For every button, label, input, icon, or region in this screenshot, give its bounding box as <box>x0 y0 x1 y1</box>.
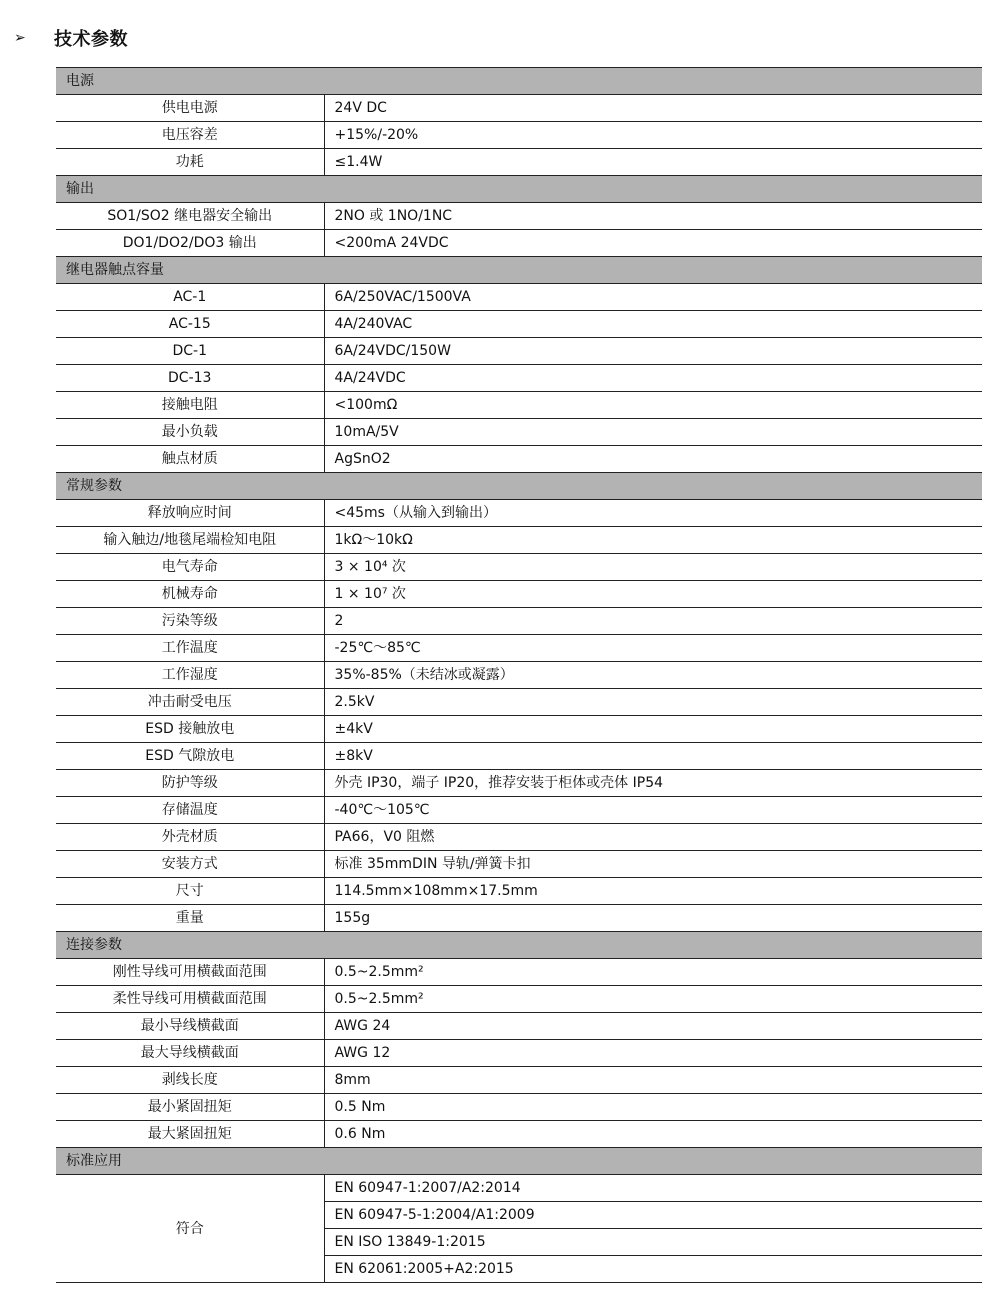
spec-value: ±4kV <box>324 716 982 743</box>
section-title: 继电器触点容量 <box>56 257 982 284</box>
spec-table-body <box>56 68 982 1283</box>
spec-value: 0.6 Nm <box>324 1121 982 1148</box>
spec-row <box>56 905 982 932</box>
spec-label: ESD 气隙放电 <box>56 743 324 770</box>
spec-row <box>56 149 982 176</box>
spec-label: AC-1 <box>56 284 324 311</box>
spec-label: 尺寸 <box>56 878 324 905</box>
spec-row <box>56 365 982 392</box>
section-header-row <box>56 176 982 203</box>
spec-value: 10mA/5V <box>324 419 982 446</box>
section-title: 标准应用 <box>56 1148 982 1175</box>
spec-value: 6A/250VAC/1500VA <box>324 284 982 311</box>
spec-label: 最大紧固扭矩 <box>56 1121 324 1148</box>
spec-value: 2 <box>324 608 982 635</box>
spec-label: 刚性导线可用横截面范围 <box>56 959 324 986</box>
spec-row <box>56 554 982 581</box>
spec-row <box>56 797 982 824</box>
spec-value: -40℃～105℃ <box>324 797 982 824</box>
standard-value: EN 62061:2005+A2:2015 <box>324 1256 982 1283</box>
spec-row <box>56 1013 982 1040</box>
spec-table <box>56 67 982 1283</box>
spec-row <box>56 743 982 770</box>
section-title: 连接参数 <box>56 932 982 959</box>
spec-row <box>56 419 982 446</box>
spec-value: 3 × 10⁴ 次 <box>324 554 982 581</box>
section-title: 常规参数 <box>56 473 982 500</box>
spec-label: 电气寿命 <box>56 554 324 581</box>
spec-value: ±8kV <box>324 743 982 770</box>
spec-row <box>56 203 982 230</box>
spec-row <box>56 446 982 473</box>
section-header-row <box>56 257 982 284</box>
spec-value: 2NO 或 1NO/1NC <box>324 203 982 230</box>
spec-value: 4A/240VAC <box>324 311 982 338</box>
spec-label: 机械寿命 <box>56 581 324 608</box>
spec-label: 工作温度 <box>56 635 324 662</box>
spec-value: -25℃～85℃ <box>324 635 982 662</box>
spec-value: AWG 24 <box>324 1013 982 1040</box>
spec-row <box>56 608 982 635</box>
spec-label: DC-1 <box>56 338 324 365</box>
spec-value: 0.5~2.5mm² <box>324 959 982 986</box>
standards-label: 符合 <box>56 1175 324 1283</box>
spec-row <box>56 230 982 257</box>
spec-label: 触点材质 <box>56 446 324 473</box>
spec-value: AgSnO2 <box>324 446 982 473</box>
spec-row <box>56 635 982 662</box>
spec-label: 工作湿度 <box>56 662 324 689</box>
spec-row <box>56 338 982 365</box>
spec-label: 最大导线横截面 <box>56 1040 324 1067</box>
spec-label: 电压容差 <box>56 122 324 149</box>
spec-value: 0.5 Nm <box>324 1094 982 1121</box>
spec-value: 标准 35mmDIN 导轨/弹簧卡扣 <box>324 851 982 878</box>
spec-row <box>56 824 982 851</box>
spec-label: 柔性导线可用横截面范围 <box>56 986 324 1013</box>
section-header-row <box>56 932 982 959</box>
spec-label: SO1/SO2 继电器安全输出 <box>56 203 324 230</box>
spec-value: <100mΩ <box>324 392 982 419</box>
spec-row <box>56 1121 982 1148</box>
spec-value: 外壳 IP30，端子 IP20，推荐安装于柜体或壳体 IP54 <box>324 770 982 797</box>
standard-row <box>56 1175 982 1202</box>
spec-label: 防护等级 <box>56 770 324 797</box>
spec-row <box>56 716 982 743</box>
spec-row <box>56 581 982 608</box>
spec-row <box>56 392 982 419</box>
spec-value: 35%-85%（未结冰或凝露） <box>324 662 982 689</box>
spec-row <box>56 1040 982 1067</box>
spec-value: AWG 12 <box>324 1040 982 1067</box>
spec-value: 114.5mm×108mm×17.5mm <box>324 878 982 905</box>
spec-value: <200mA 24VDC <box>324 230 982 257</box>
section-header-row <box>56 68 982 95</box>
spec-label: 剥线长度 <box>56 1067 324 1094</box>
spec-value: 6A/24VDC/150W <box>324 338 982 365</box>
spec-value: PA66，V0 阻燃 <box>324 824 982 851</box>
section-header-row <box>56 1148 982 1175</box>
spec-value: 8mm <box>324 1067 982 1094</box>
spec-row <box>56 689 982 716</box>
spec-row <box>56 770 982 797</box>
spec-label: 供电电源 <box>56 95 324 122</box>
spec-label: DO1/DO2/DO3 输出 <box>56 230 324 257</box>
spec-label: 存储温度 <box>56 797 324 824</box>
standard-value: EN 60947-5-1:2004/A1:2009 <box>324 1202 982 1229</box>
spec-row <box>56 122 982 149</box>
spec-row <box>56 662 982 689</box>
spec-label: 最小负载 <box>56 419 324 446</box>
spec-label: AC-15 <box>56 311 324 338</box>
section-title: 电源 <box>56 68 982 95</box>
spec-label: 外壳材质 <box>56 824 324 851</box>
standard-value: EN ISO 13849-1:2015 <box>324 1229 982 1256</box>
spec-label: ESD 接触放电 <box>56 716 324 743</box>
spec-value: 1kΩ～10kΩ <box>324 527 982 554</box>
spec-label: DC-13 <box>56 365 324 392</box>
spec-row <box>56 1067 982 1094</box>
spec-value: 0.5~2.5mm² <box>324 986 982 1013</box>
spec-value: 4A/24VDC <box>324 365 982 392</box>
spec-value: <45ms（从输入到输出） <box>324 500 982 527</box>
spec-value: 155g <box>324 905 982 932</box>
standard-value: EN 60947-1:2007/A2:2014 <box>324 1175 982 1202</box>
spec-row <box>56 527 982 554</box>
spec-label: 接触电阻 <box>56 392 324 419</box>
spec-label: 最小导线横截面 <box>56 1013 324 1040</box>
spec-row <box>56 311 982 338</box>
spec-label: 最小紧固扭矩 <box>56 1094 324 1121</box>
spec-row <box>56 851 982 878</box>
page-title: 技术参数 <box>54 29 128 50</box>
section-header-row <box>56 473 982 500</box>
section-title: 输出 <box>56 176 982 203</box>
spec-row <box>56 986 982 1013</box>
spec-label: 安装方式 <box>56 851 324 878</box>
spec-value: ≤1.4W <box>324 149 982 176</box>
spec-label: 释放响应时间 <box>56 500 324 527</box>
spec-value: 1 × 10⁷ 次 <box>324 581 982 608</box>
spec-row <box>56 500 982 527</box>
spec-label: 输入触边/地毯尾端检知电阻 <box>56 527 324 554</box>
spec-value: 24V DC <box>324 95 982 122</box>
spec-label: 冲击耐受电压 <box>56 689 324 716</box>
arrow-bullet-icon: ➢ <box>14 30 26 46</box>
spec-row <box>56 878 982 905</box>
spec-label: 功耗 <box>56 149 324 176</box>
section-heading <box>14 26 128 50</box>
spec-value: +15%/-20% <box>324 122 982 149</box>
spec-row <box>56 284 982 311</box>
spec-row <box>56 1094 982 1121</box>
spec-value: 2.5kV <box>324 689 982 716</box>
spec-label: 重量 <box>56 905 324 932</box>
spec-row <box>56 959 982 986</box>
spec-label: 污染等级 <box>56 608 324 635</box>
spec-row <box>56 95 982 122</box>
